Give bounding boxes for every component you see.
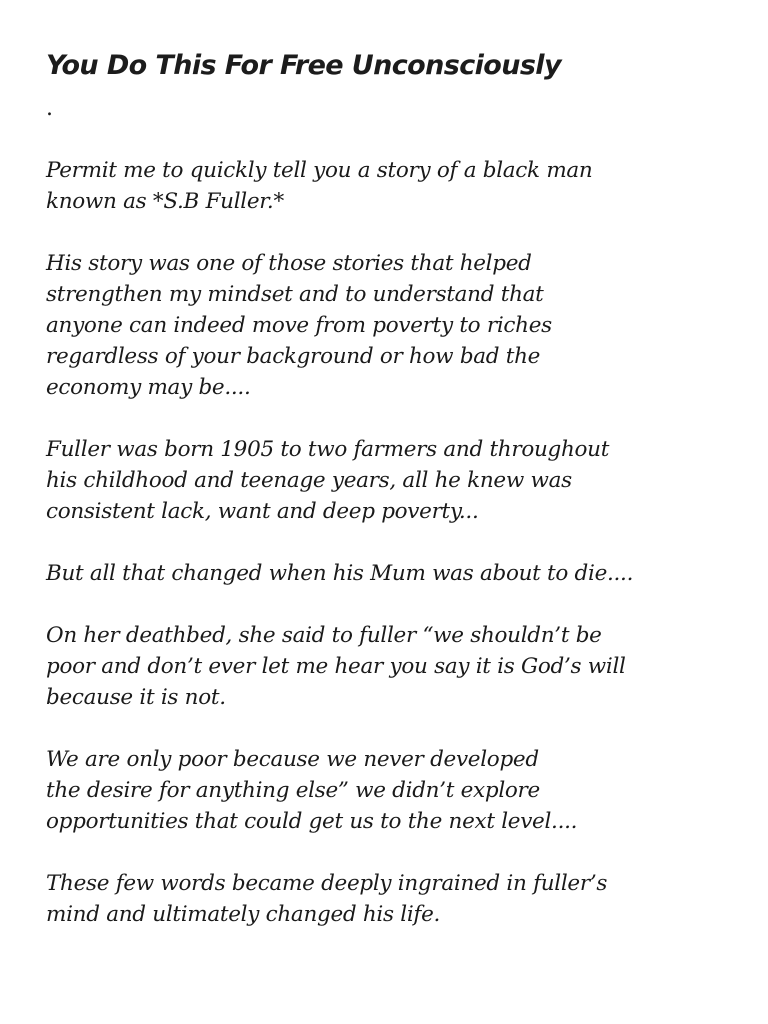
paragraph-birth xyxy=(46,434,736,527)
document-page xyxy=(46,44,736,930)
text-line: We are only poor because we never developed xyxy=(46,747,539,772)
paragraph-gap xyxy=(46,713,736,744)
text-line: These few words became deeply ingrained in fuller’s xyxy=(46,871,608,896)
text-line: poor and don’t ever let me hear you say it is God’s will xyxy=(46,654,626,679)
text-line: regardless of your background or how bad the xyxy=(46,344,541,369)
paragraph-story xyxy=(46,248,736,403)
paragraph-desire xyxy=(46,744,736,837)
text-line: the desire for anything else” we didn’t explore xyxy=(46,778,540,803)
paragraph-gap xyxy=(46,124,736,155)
text-line: his childhood and teenage years, all he knew was xyxy=(46,468,572,493)
text-line: But all that changed when his Mum was about to die.... xyxy=(46,561,634,586)
paragraph-gap xyxy=(46,589,736,620)
paragraph-deathbed xyxy=(46,620,736,713)
separator-dot: . xyxy=(46,96,53,121)
paragraph-intro xyxy=(46,155,736,217)
text-line: because it is not. xyxy=(46,685,226,710)
text-line: known as *S.B Fuller.* xyxy=(46,189,284,214)
text-line: Permit me to quickly tell you a story of a black man xyxy=(46,158,593,183)
document-title: You Do This For Free Unconsciously xyxy=(46,50,561,81)
paragraph-gap xyxy=(46,837,736,868)
text-line: opportunities that could get us to the next level.... xyxy=(46,809,578,834)
paragraph-gap xyxy=(46,527,736,558)
text-line: strengthen my mindset and to understand that xyxy=(46,282,544,307)
paragraph-gap xyxy=(46,403,736,434)
text-line: economy may be.... xyxy=(46,375,251,400)
text-line: On her deathbed, she said to fuller “we shouldn’t be xyxy=(46,623,602,648)
paragraph-conclusion xyxy=(46,868,736,930)
text-line: His story was one of those stories that helped xyxy=(46,251,532,276)
text-line: anyone can indeed move from poverty to riches xyxy=(46,313,552,338)
text-line: consistent lack, want and deep poverty... xyxy=(46,499,479,524)
paragraph-gap xyxy=(46,217,736,248)
paragraph-change xyxy=(46,558,736,589)
text-line: mind and ultimately changed his life. xyxy=(46,902,441,927)
text-line: Fuller was born 1905 to two farmers and throughout xyxy=(46,437,610,462)
